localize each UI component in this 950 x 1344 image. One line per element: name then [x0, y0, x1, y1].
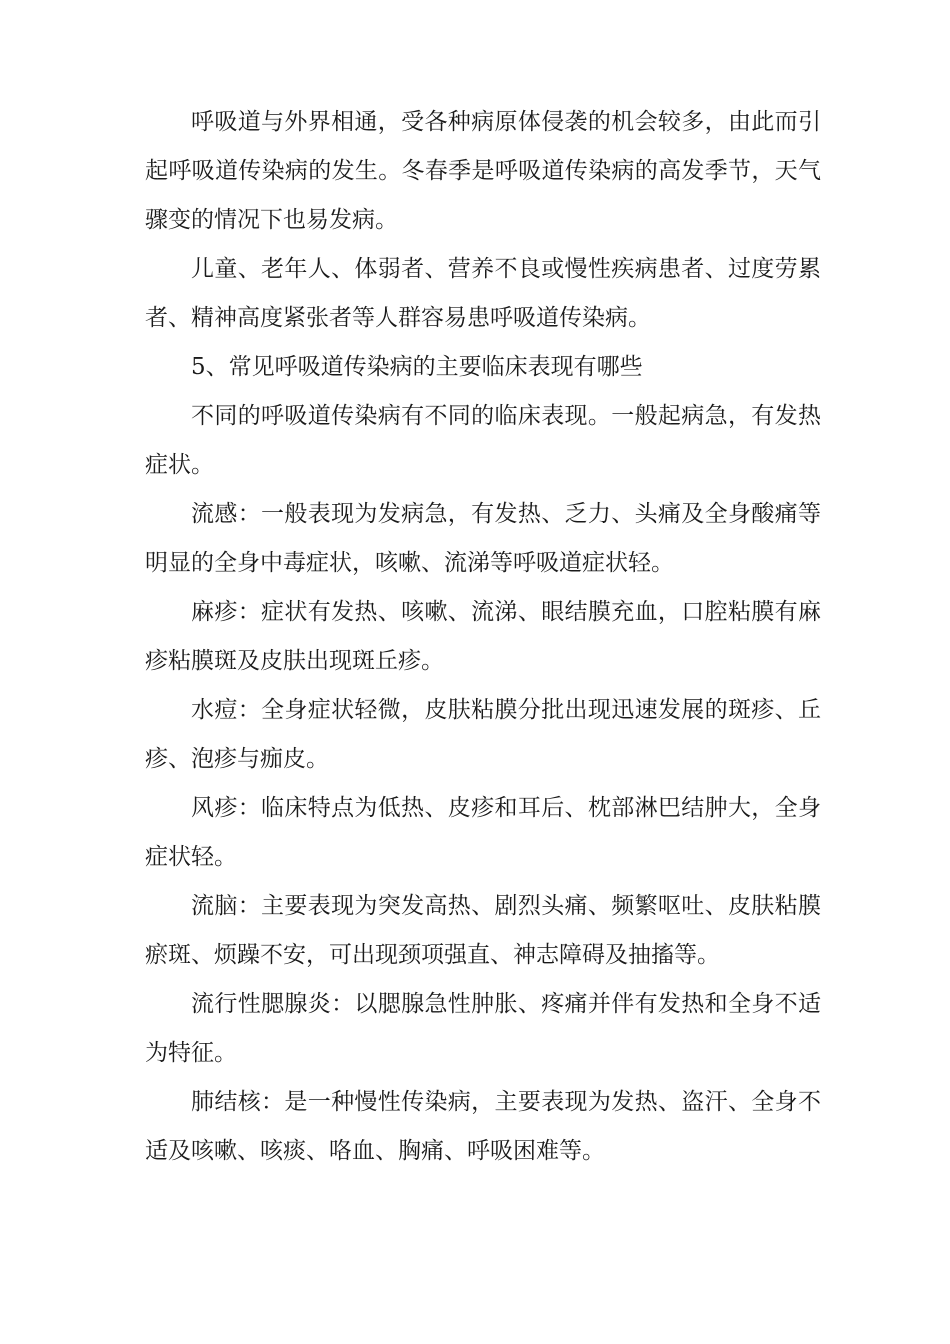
paragraph-influenza: 流感：一般表现为发病急，有发热、乏力、头痛及全身酸痛等明显的全身中毒症状，咳嗽、流涕等呼吸道症状轻。 — [145, 501, 821, 576]
paragraph-tuberculosis: 肺结核：是一种慢性传染病，主要表现为发热、盗汗、全身不适及咳嗽、咳痰、咯血、胸痛、呼吸困难等。 — [145, 1089, 821, 1164]
paragraph-rubella: 风疹：临床特点为低热、皮疹和耳后、枕部淋巴结肿大，全身症状轻。 — [145, 795, 821, 870]
paragraph-general-symptoms: 不同的呼吸道传染病有不同的临床表现。一般起病急，有发热症状。 — [145, 403, 821, 478]
paragraph-meningitis: 流脑：主要表现为突发高热、剧烈头痛、频繁呕吐、皮肤粘膜瘀斑、烦躁不安，可出现颈项强直、神志障碍及抽搐等。 — [145, 893, 821, 968]
paragraph-respiratory-intro: 呼吸道与外界相通，受各种病原体侵袭的机会较多，由此而引起呼吸道传染病的发生。冬春季是呼吸道传染病的高发季节，天气骤变的情况下也易发病。 — [145, 109, 821, 233]
paragraph-chickenpox: 水痘：全身症状轻微，皮肤粘膜分批出现迅速发展的斑疹、丘疹、泡疹与痂皮。 — [145, 697, 821, 772]
section-heading-clinical-manifestations: 5、常见呼吸道传染病的主要临床表现有哪些 — [191, 354, 643, 380]
paragraph-measles: 麻疹：症状有发热、咳嗽、流涕、眼结膜充血，口腔粘膜有麻疹粘膜斑及皮肤出现斑丘疹。 — [145, 599, 821, 674]
document-body — [145, 98, 821, 1176]
paragraph-susceptible-groups: 儿童、老年人、体弱者、营养不良或慢性疾病患者、过度劳累者、精神高度紧张者等人群容易患呼吸道传染病。 — [145, 256, 821, 331]
paragraph-mumps: 流行性腮腺炎：以腮腺急性肿胀、疼痛并伴有发热和全身不适为特征。 — [145, 991, 821, 1066]
